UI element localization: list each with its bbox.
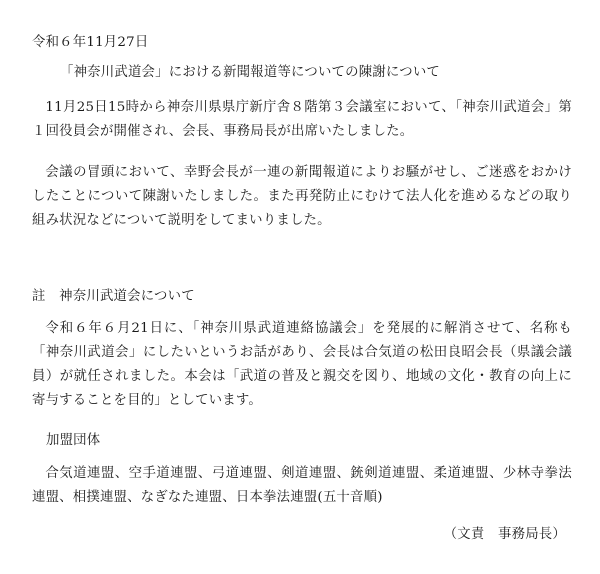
member-heading: 加盟団体 [46,433,101,448]
paragraph-organization: 令和６年６月21日に、「神奈川県武道連絡協議会」を発展的に解消させて、名称も「神奈川武道会」にしたいというお話があり、会長は合気道の松田良昭会長（県議会議員）が就任されました。本会は「武道の普及と親交を図り、地域の文化・教育の向上に寄与することを目的」としています。 [32,321,572,408]
signature: （文責 事務局長） [443,527,566,542]
paragraph-meeting: 11月25日15時から神奈川県県庁新庁舎８階第３会議室において、「神奈川武道会」第１回役員会が開催され、会長、事務局長が出席いたしました。 [32,100,572,139]
paragraph-apology: 会議の冒頭において、幸野会長が一連の新聞報道によりお騒がせし、ご迷惑をおかけしたことについて陳謝いたしました。また再発防止にむけて法人化を進めるなどの取り組み状況などについて説明をしてまいりました。 [32,165,572,228]
member-list: 合気道連盟、空手道連盟、弓道連盟、剣道連盟、銃剣道連盟、柔道連盟、少林寺拳法連盟、相撲連盟、なぎなた連盟、日本拳法連盟(五十音順) [32,466,572,505]
document-title: 「神奈川武道会」における新聞報道等についての陳謝について [60,65,440,80]
note-heading: 註 神奈川武道会について [32,289,195,304]
document-date: 令和６年11月27日 [32,35,149,50]
